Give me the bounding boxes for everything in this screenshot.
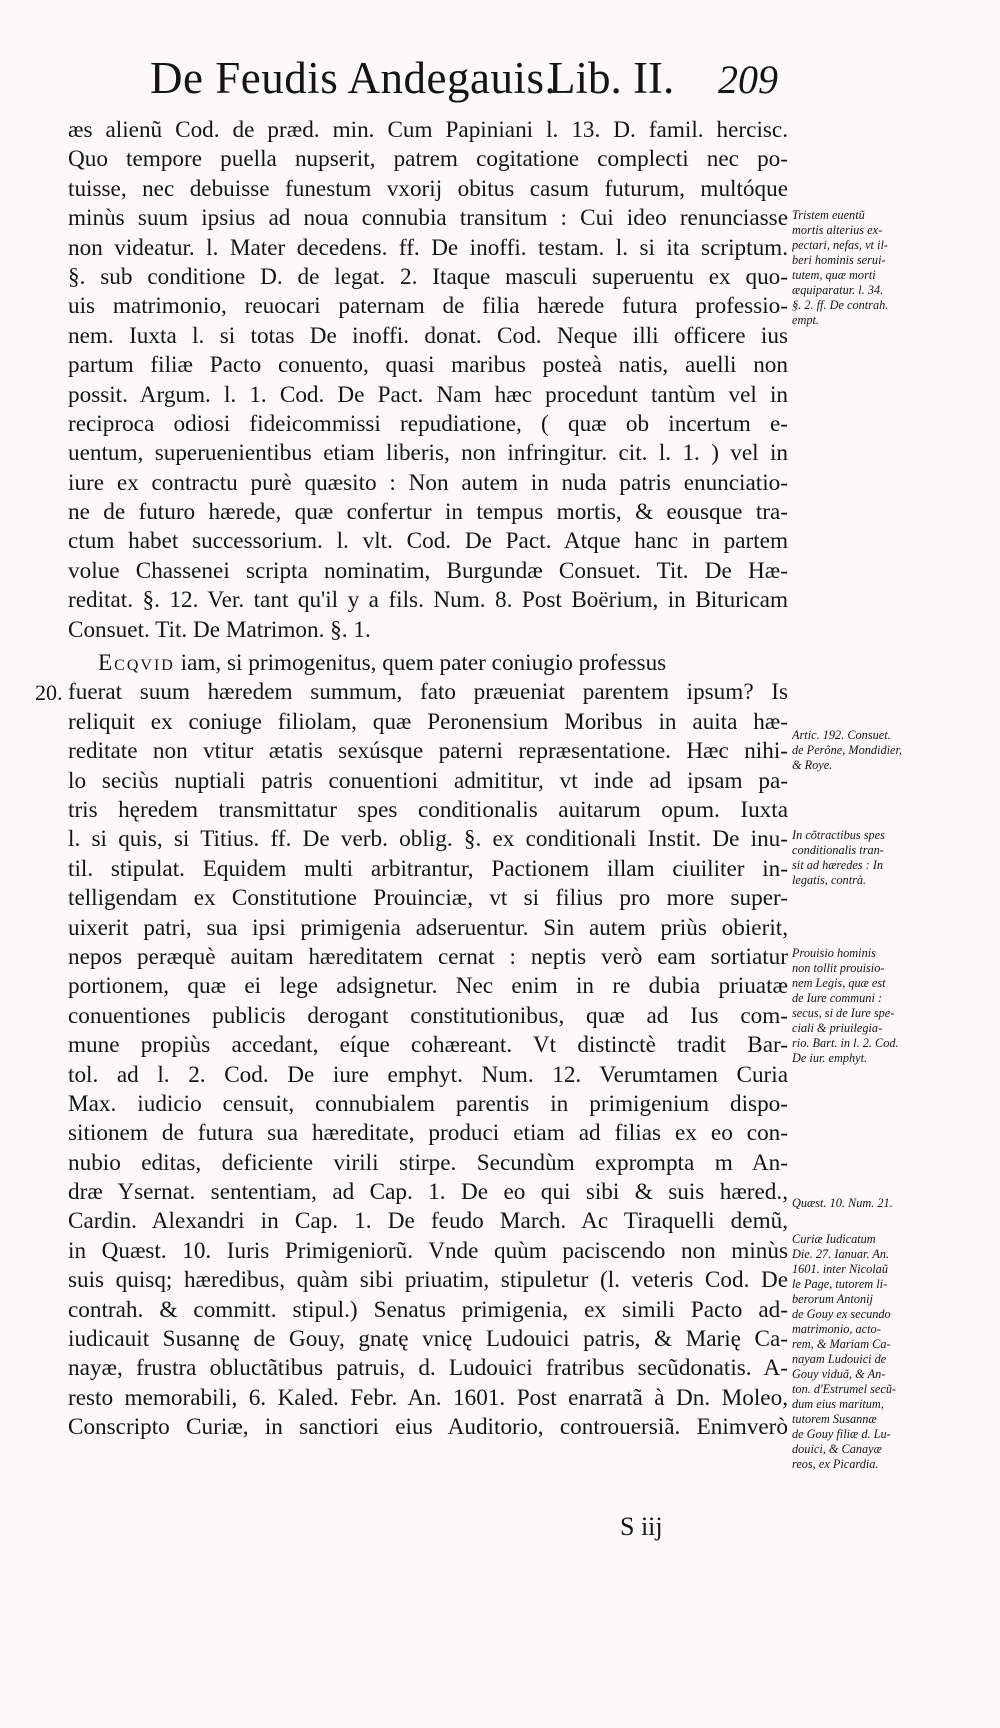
margin-note-line: conditionalis tran-	[792, 843, 884, 857]
signature-mark: S iij	[620, 1512, 663, 1541]
margin-note-contractibus	[792, 828, 922, 888]
margin-note-line: ciali & priuilegia-	[792, 1021, 883, 1035]
running-header	[150, 52, 800, 112]
margin-note-line: non tollit prouisio-	[792, 961, 885, 975]
text-line: iudicauit Susannę de Gouy, gnatę vnicę Ludouici patris, & Marię Ca-	[68, 1326, 788, 1353]
text-line: volue Chassenei scripta nominatim, Burgundæ Consuet. Tit. De Hæ-	[68, 557, 788, 584]
text-line: minùs suum ipsius ad noua connubia transitum : Cui ideo renunciasse	[68, 205, 788, 232]
text-line: reditate non vtitur ætatis sexúsque paterni repræsentatione. Hæc nihi-	[68, 738, 788, 765]
text-line: nubio editas, deficiente virili stirpe. Secundùm exprompta m An-	[68, 1149, 788, 1176]
text-line: portionem, quæ ei lege adsignetur. Nec enim in re dubia priuatæ	[68, 973, 788, 1000]
margin-note-line: rem, & Mariam Ca-	[792, 1337, 891, 1351]
margin-note-line: legatis, contrà.	[792, 873, 867, 887]
text-line: partum filiæ Pacto conuento, quasi maribus posteà natis, auelli non	[68, 352, 788, 379]
text-line: reliquit ex coniuge filiolam, quæ Peronensium Moribus in auita hæ-	[68, 708, 788, 735]
margin-note-line: matrimonio, acto-	[792, 1322, 881, 1336]
margin-note-line: rio. Bart. in l. 2. Cod.	[792, 1036, 899, 1050]
margin-note-line: nayam Ludouici de	[792, 1352, 887, 1366]
text-line: nepos peræquè auitam hæreditatem cernat : neptis verò eam sortiatur	[68, 943, 788, 970]
margin-note-line: beri hominis serui-	[792, 253, 886, 267]
text-line: uentum, superuenientibus etiam liberis, non infringitur. cit. l. 1. ) vel in	[68, 440, 788, 467]
text-line: reciproca odiosi fideicommissi repudiatione, ( quæ ob incertum e-	[68, 410, 788, 437]
margin-note-line: nem Legis, quæ est	[792, 976, 886, 990]
text-line: conuentiones publicis derogant constitutionibus, quæ ad Ius com-	[68, 1002, 788, 1029]
text-line: telligendam ex Constitutione Prouinciæ, vt si filius pro more super-	[68, 885, 788, 912]
text-line: nem. Iuxta l. si totas De inoffi. donat. Cod. Neque illi officere ius	[68, 322, 788, 349]
text-line: fuerat suum hæredem summum, fato præueniat parentem ipsum? Is	[68, 679, 788, 706]
margin-note-line: Quæst. 10. Num. 21.	[792, 1196, 893, 1210]
text-line: tol. ad l. 2. Cod. De iure emphyt. Num. 12. Verumtamen Curia	[68, 1061, 788, 1088]
margin-note-line: de Perône, Mondidier,	[792, 743, 902, 757]
margin-note-line: de Iure communi :	[792, 991, 883, 1005]
text-line: Max. iudicio censuit, connubialem parentis in primigenium dispo-	[68, 1090, 788, 1117]
margin-note-line: Curiæ Iudicatum	[792, 1232, 876, 1246]
text-line: §. sub conditione D. de legat. 2. Itaque masculi superuentu ex quo-	[68, 263, 788, 290]
section-lead-word: Ecqvid	[98, 650, 175, 677]
text-line: mune propiùs accedant, eíque cohæreant. Vt distinctè tradit Bar-	[68, 1032, 788, 1059]
text-line: Cardin. Alexandri in Cap. 1. De feudo March. Ac Tiraquelli demũ,	[68, 1208, 788, 1235]
margin-note-line: berorum Antonij	[792, 1292, 873, 1306]
running-title: De Feudis Andegauis.	[150, 53, 557, 103]
margin-note-line: tutem, quæ morti	[792, 268, 876, 282]
margin-note-line: sit ad hæredes : In	[792, 858, 884, 872]
section-number: 20.	[35, 680, 63, 705]
main-text	[68, 116, 788, 1443]
margin-note-line: æquiparatur. l. 34.	[792, 283, 884, 297]
margin-note-line: & Roye.	[792, 758, 833, 772]
margin-note-line: 1601. inter Nicolaũ	[792, 1262, 888, 1276]
margin-note-quaest	[792, 1196, 922, 1211]
text-line: possit. Argum. l. 1. Cod. De Pact. Nam hæc procedunt tantùm vel in	[68, 381, 788, 408]
section-first-line	[68, 649, 788, 678]
book-number: Lib. II.	[548, 53, 675, 103]
margin-note-line: douici, & Canayæ	[792, 1442, 882, 1456]
margin-note-line: §. 2. ff. De contrah.	[792, 298, 889, 312]
margin-note-line: de Gouy filiæ d. Lu-	[792, 1427, 891, 1441]
page-number: 209	[718, 57, 778, 102]
text-line: Consuet. Tit. De Matrimon. §. 1.	[68, 616, 371, 643]
margin-note-artic	[792, 728, 922, 773]
margin-note-line: reos, ex Picardia.	[792, 1457, 879, 1471]
text-line: suis quisq; hæredibus, quàm sibi priuatim, stipuletur (l. veteris Cod. De	[68, 1267, 788, 1294]
margin-note-line: Die. 27. Ianuar. An.	[792, 1247, 890, 1261]
margin-note-line: Gouy viduã, & An-	[792, 1367, 886, 1381]
margin-note-line: mortis alterius ex-	[792, 223, 883, 237]
text-line: æs alienũ Cod. de præd. min. Cum Papiniani l. 13. D. famil. hercisc.	[68, 117, 788, 143]
margin-note-line: De iur. emphyt.	[792, 1051, 868, 1065]
text-line: dræ Ysernat. sententiam, ad Cap. 1. De eo qui sibi & suis hæred.,	[68, 1179, 788, 1206]
margin-note-line: de Gouy ex secundo	[792, 1307, 891, 1321]
margin-note-tristem	[792, 208, 922, 328]
text-line: contrah. & committ. stipul.) Senatus primigenia, ex simili Pacto ad-	[68, 1296, 788, 1323]
text-line: til. stipulat. Equidem multi arbitrantur, Pactionem illam ciuiliter in-	[68, 855, 788, 882]
margin-note-line: Prouisio hominis	[792, 946, 876, 960]
text-line: resto memorabili, 6. Kaled. Febr. An. 1601. Post enarratã à Dn. Moleo,	[68, 1384, 788, 1411]
text-line: Quo tempore puella nupserit, patrem cogitatione complecti nec po-	[68, 146, 788, 173]
text-line: tuisse, nec debuisse funestum vxorij obitus casum futurum, multóque	[68, 175, 788, 202]
text-line: uixerit patri, sua ipsi primigenia adseruentur. Sin autem priùs obierit,	[68, 914, 788, 941]
margin-note-line: Tristem euentũ	[792, 208, 865, 222]
text-line: non videatur. l. Mater decedens. ff. De inoffi. testam. l. si ita scriptum.	[68, 234, 788, 261]
text-line: iure ex contractu purè quæsito : Non autem in nuda patris enunciatio-	[68, 469, 788, 496]
text-line: in Quæst. 10. Iuris Primigeniorũ. Vnde quùm paciscendo non minùs	[68, 1237, 788, 1264]
margin-note-line: Artic. 192. Consuet.	[792, 728, 891, 742]
margin-note-line: In cõtractibus spes	[792, 828, 885, 842]
margin-note-line: tutorem Susannæ	[792, 1412, 877, 1426]
text-line: Conscripto Curiæ, in sanctiori eius Auditorio, controuersiã. Enimverò	[68, 1414, 788, 1441]
text-line: ctum habet successorium. l. vlt. Cod. De Pact. Atque hanc in partem	[68, 528, 788, 555]
text-line: tris hęredem transmittatur spes conditionalis auitarum opum. Iuxta	[68, 796, 788, 823]
margin-note-line: le Page, tutorem li-	[792, 1277, 888, 1291]
text-line: sitionem de futura sua hæreditate, produci etiam ad filias ex eo con-	[68, 1120, 788, 1147]
text-line: reditat. §. 12. Ver. tant qu'il y a fils. Num. 8. Post Boërium, in Bituricam	[68, 587, 788, 614]
margin-note-curiae	[792, 1232, 922, 1472]
margin-note-prouisio	[792, 946, 922, 1066]
text-line: uis matrimonio, reuocari paternam de filia hærede futura professio-	[68, 293, 788, 320]
margin-note-line: dum eius maritum,	[792, 1397, 884, 1411]
text-line: l. si quis, si Titius. ff. De verb. oblig. §. ex conditionali Instit. De inu-	[68, 826, 788, 853]
section-first-line-text: iam, si primogenitus, quem pater coniugio professus	[174, 650, 667, 677]
text-line: lo seciùs nuptiali patris conuentioni admititur, vt inde ad ipsam pa-	[68, 767, 788, 794]
text-line: ne de futuro hærede, quæ confertur in tempus mortis, & eousque tra-	[68, 499, 788, 526]
margin-note-line: secus, si de Iure spe-	[792, 1006, 895, 1020]
margin-note-line: empt.	[792, 313, 819, 327]
margin-note-line: pectari, nefas, vt il-	[792, 238, 888, 252]
text-line: nayæ, frustra obluctãtibus patruis, d. Ludouici fratribus secũdonatis. A-	[68, 1355, 788, 1382]
margin-note-line: ton. d'Estrumel secũ-	[792, 1382, 897, 1396]
